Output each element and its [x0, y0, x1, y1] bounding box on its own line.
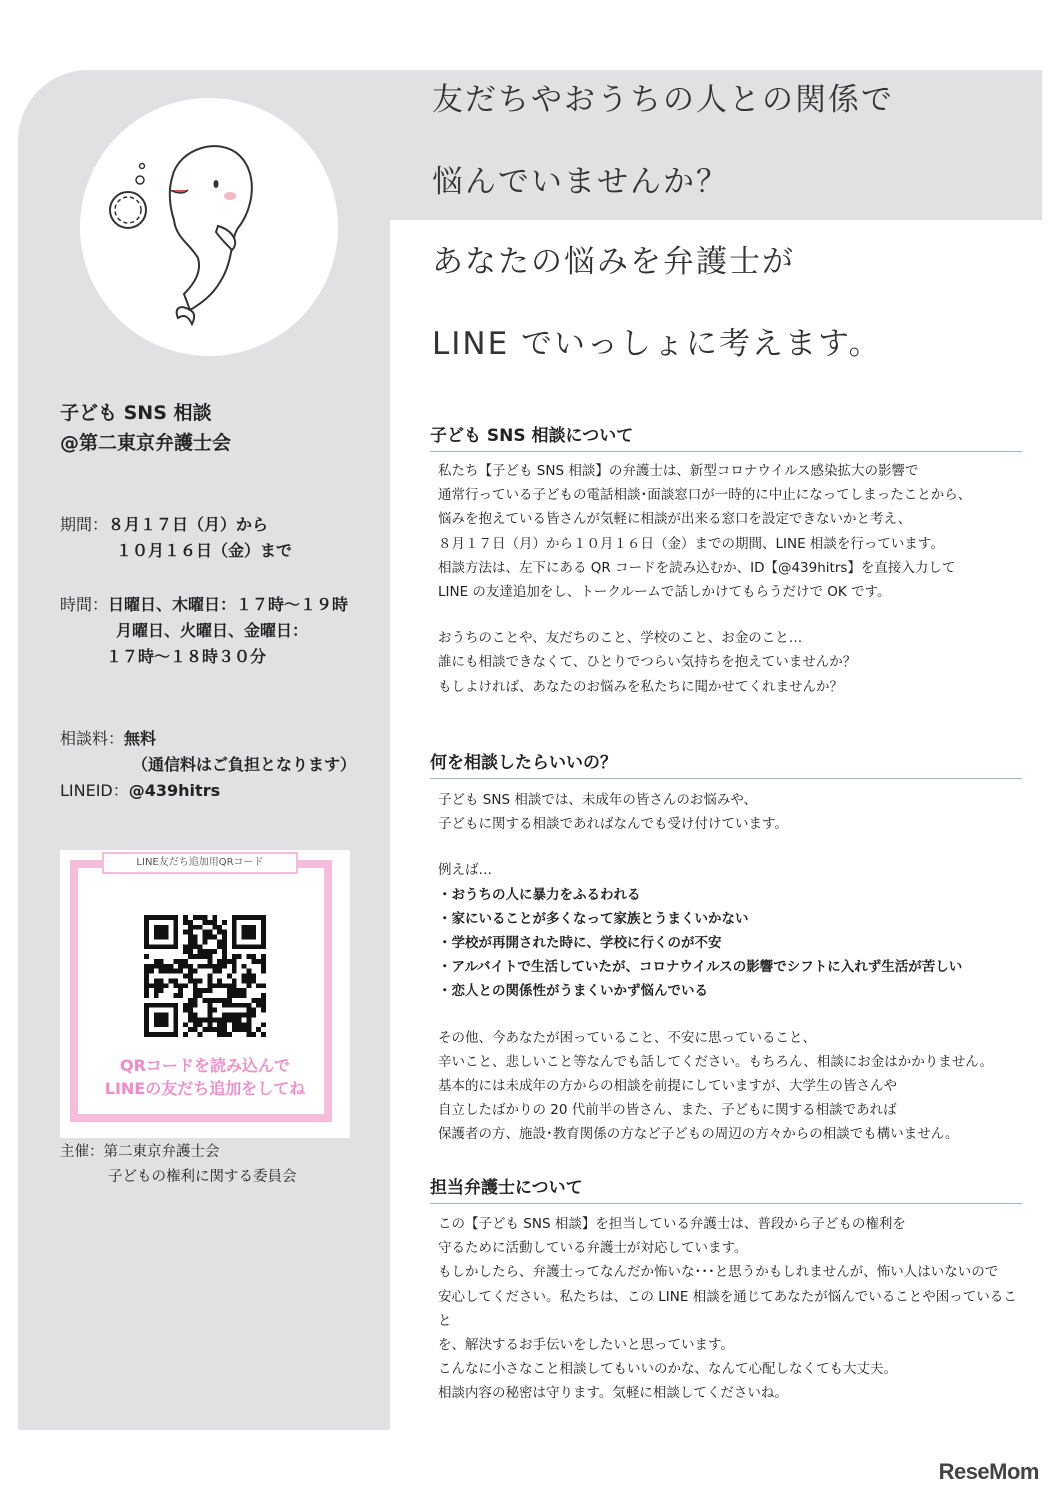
lineid-value: @439hitrs — [128, 781, 221, 800]
about-line: 相談方法は、左下にある QR コードを読み込むか、ID【@439hitrs】を直接入力して — [438, 559, 956, 576]
about-line: もしよければ、あなたのお悩みを私たちに聞かせてくれませんか？ — [438, 678, 843, 695]
period-info — [60, 512, 292, 564]
organizer-label: 主催： — [60, 1144, 104, 1160]
paragraph-gap — [438, 604, 1028, 626]
period-label: 期間： — [60, 515, 109, 534]
time-label: 時間： — [60, 595, 109, 614]
lawyers-line: もしかしたら、弁護士ってなんだか怖いな･･･と思うかもしれませんが、怖い人はいないので — [438, 1264, 999, 1281]
about-line: ８月１７日（月）から１０月１６日（金）までの期間、LINE 相談を行っています。 — [438, 535, 944, 552]
time-line-2: 月曜日、火曜日、金曜日： — [116, 621, 309, 640]
organizer-info — [60, 1140, 297, 1190]
fee-note: （通信料はご負担となります） — [132, 755, 357, 774]
consult-outro-line: その他、今あなたが困っていること、不安に思っていること、 — [438, 1029, 816, 1046]
bottom-margin — [18, 1430, 390, 1499]
qr-code-card — [60, 850, 350, 1138]
about-line: 私たち【子ども SNS 相談】の弁護士は、新型コロナウイルス感染拡大の影響で — [438, 463, 919, 479]
lawyers-line: を、解決するお手伝いをしたいと思っています。 — [438, 1337, 734, 1354]
about-line: 通常行っている子どもの電話相談･面談窓口が一時的に中止になってしまったことから、 — [438, 487, 972, 504]
paragraph-gap — [438, 1004, 1028, 1026]
time-line-1: 日曜日、木曜日：１７時～１９時 — [108, 595, 349, 614]
about-line: 悩みを抱えている皆さんが気軽に相談が出来る窓口を設定できないかと考え、 — [438, 511, 912, 528]
beluga-mascot-icon — [80, 98, 338, 356]
section-body-lawyers — [438, 1212, 1028, 1406]
section-body-about — [438, 459, 1028, 699]
lawyers-line: この【子ども SNS 相談】を担当している弁護士は、普段から子どもの権利を — [438, 1216, 906, 1232]
paragraph-gap — [438, 836, 1028, 858]
headline-line-1: 友だちやおうちの人との関係で — [432, 82, 894, 118]
example-item: ・恋人との関係性がうまくいかず悩んでいる — [438, 983, 708, 1000]
consult-outro-line: 保護者の方、施設･教育関係の方など子どもの周辺の方々からの相談でも構いません。 — [438, 1126, 959, 1143]
section-title-what-to-consult: 何を相談したらいいの？ — [430, 748, 1022, 779]
qr-label: LINE友だち追加用QRコード — [102, 852, 298, 874]
lawyers-line: 安心してください。私たちは、この LINE 相談を通じてあなたが悩んでいることや困っていること — [438, 1288, 1017, 1329]
about-line: LINE の友達追加をし、トークルームで話しかけてもらうだけで OK です。 — [438, 584, 891, 601]
fee-label: 相談料： — [60, 729, 125, 748]
lawyers-line: 相談内容の秘密は守ります。気軽に相談してくださいね。 — [438, 1385, 788, 1402]
example-item: ・アルバイトで生活していたが、コロナウイルスの影響でシフトに入れず生活が苦しい — [438, 959, 963, 976]
example-item: ・おうちの人に暴力をふるわれる — [438, 886, 641, 903]
about-line: おうちのことや、友だちのこと、学校のこと、お金のこと… — [438, 630, 803, 647]
headline-line-4: LINE でいっしょに考えます。 — [432, 326, 882, 362]
section-title-about: 子ども SNS 相談について — [430, 421, 1022, 452]
fee-value: 無料 — [124, 729, 157, 748]
about-line: 誰にも相談できなくて、ひとりでつらい気持ちを抱えていませんか？ — [438, 654, 857, 671]
mascot-avatar — [80, 98, 338, 356]
qr-caption-line-1: QRコードを読み込んで — [120, 1056, 290, 1075]
consult-outro-line: 基本的には未成年の方からの相談を前提にしていますが、大学生の皆さんや — [438, 1078, 897, 1095]
section-body-what-to-consult — [438, 788, 1028, 1147]
lawyers-line: 守るために活動している弁護士が対応しています。 — [438, 1240, 748, 1257]
headline-line-2: 悩んでいませんか？ — [432, 164, 729, 200]
section-title-lawyers: 担当弁護士について — [430, 1173, 1022, 1204]
time-line-3: １７時～１８時３０分 — [106, 647, 267, 666]
lawyers-line: こんなに小さなこと相談してもいいのかな、なんて心配しなくても大丈夫。 — [438, 1361, 897, 1378]
service-title-line-1: 子ども SNS 相談 — [60, 402, 212, 424]
consult-intro-line: 子ども SNS 相談では、未成年の皆さんのお悩みや、 — [438, 792, 758, 808]
fee-info — [60, 726, 356, 804]
consult-outro-line: 自立したばかりの 20 代前半の皆さん、また、子どもに関する相談であれば — [438, 1102, 897, 1119]
example-item: ・家にいることが多くなって家族とうまくいかない — [438, 910, 749, 927]
period-start: ８月１７日（月）から — [108, 515, 269, 534]
period-end: １０月１６日（金）まで — [116, 541, 293, 560]
qr-code-image[interactable] — [144, 915, 266, 1037]
qr-caption — [60, 1054, 350, 1100]
resemom-logo: ReseMom — [938, 1459, 1039, 1484]
service-title — [60, 398, 231, 458]
qr-caption-line-2: LINEの友だち追加をしてね — [104, 1079, 306, 1098]
service-title-line-2: @第二東京弁護士会 — [60, 432, 232, 454]
consult-outro-line: 辛いこと、悲しいこと等なんでも話してください。もちろん、相談にお金はかかりません。 — [438, 1053, 994, 1070]
example-item: ・学校が再開された時に、学校に行くのが不安 — [438, 935, 722, 952]
time-info — [60, 592, 348, 670]
examples-label: 例えば… — [438, 862, 492, 879]
organizer-line-2: 子どもの権利に関する委員会 — [108, 1169, 297, 1185]
lineid-label: LINEID： — [60, 781, 129, 800]
organizer-line-1: 第二東京弁護士会 — [103, 1144, 220, 1160]
headline-line-3: あなたの悩みを弁護士が — [432, 244, 795, 280]
consult-intro-line: 子どもに関する相談であればなんでも受け付けています。 — [438, 816, 788, 833]
